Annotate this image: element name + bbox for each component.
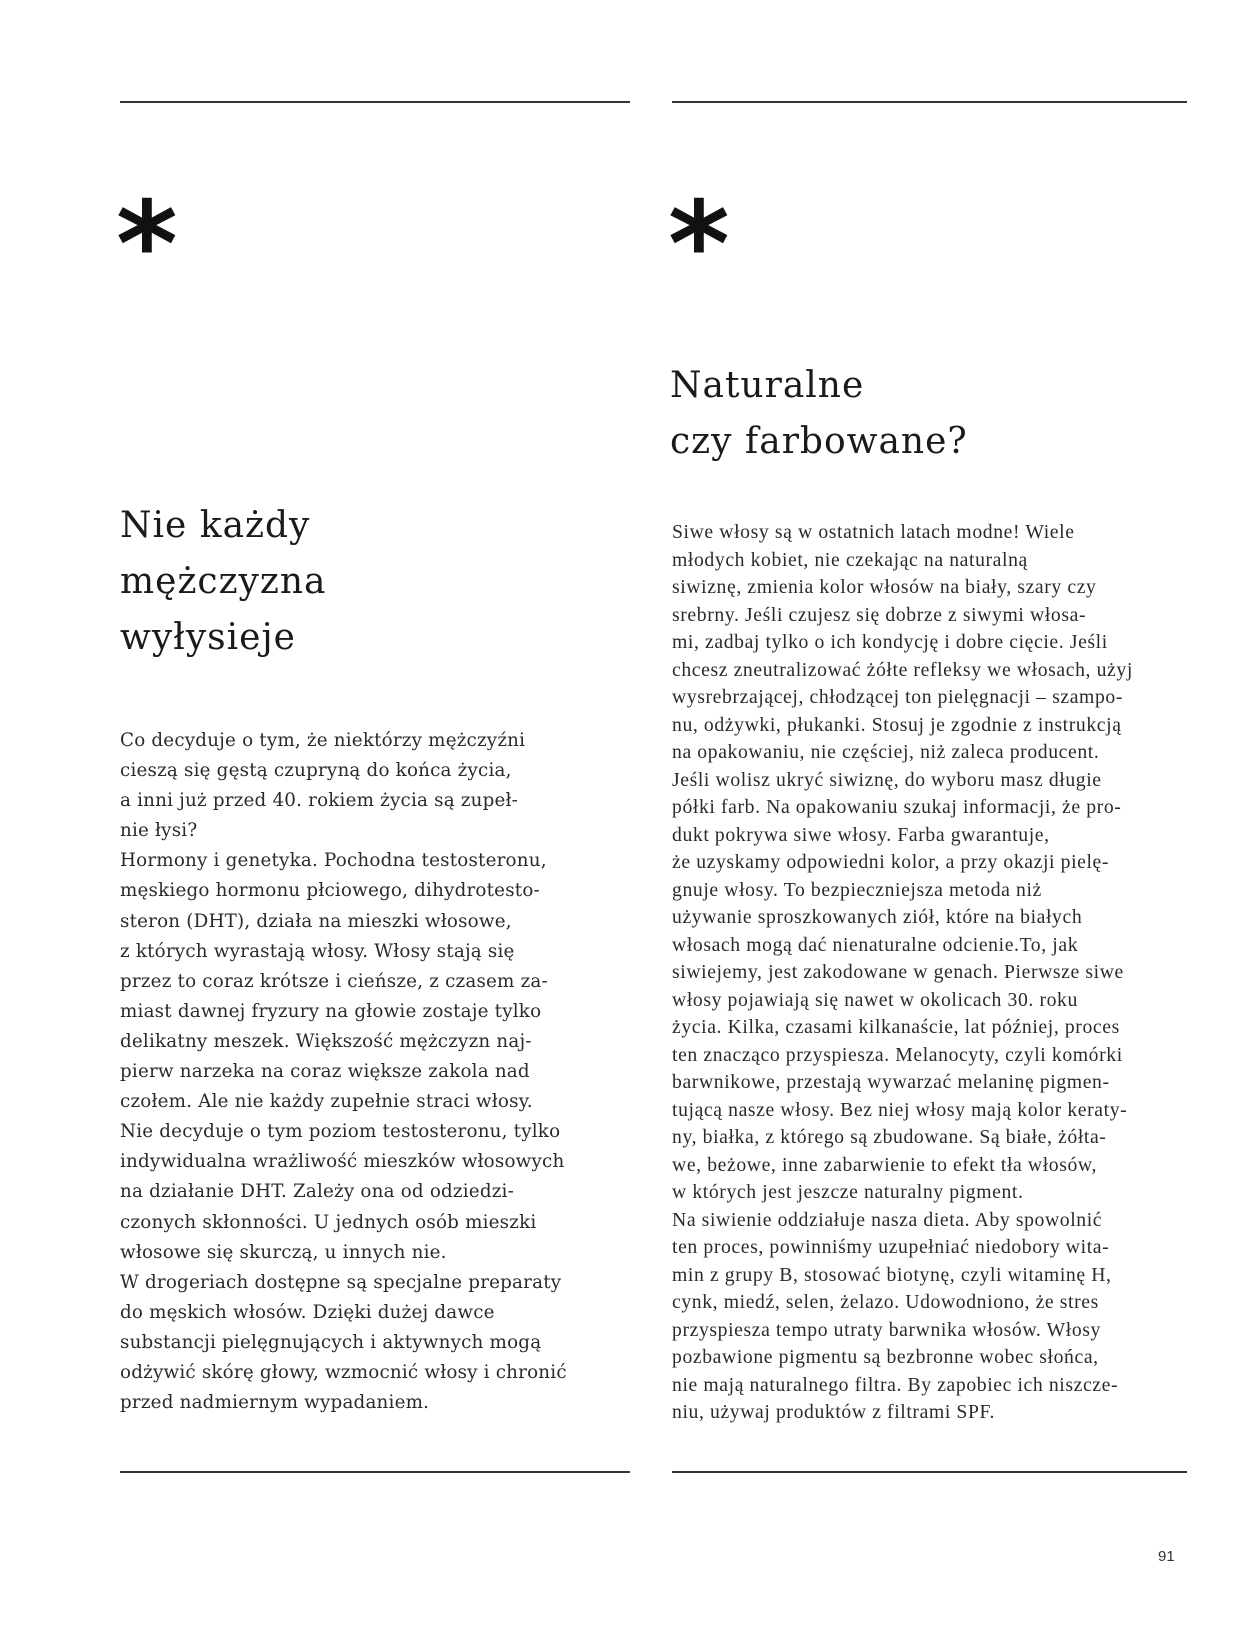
right-body-line: włosach mogą dać nienaturalne odcienie.To, jak bbox=[672, 933, 1079, 956]
right-heading-line: czy farbowane? bbox=[670, 421, 968, 462]
right-body-line: przyspiesza tempo utraty barwnika włosów. Włosy bbox=[672, 1318, 1101, 1341]
left-body-line: przez to coraz krótsze i cieńsze, z czasem za- bbox=[120, 970, 548, 992]
left-body-line: męskiego hormonu płciowego, dihydrotesto- bbox=[120, 880, 540, 902]
left-body-line: Nie decyduje o tym poziom testosteronu, tylko bbox=[120, 1121, 561, 1143]
right-body-line: Na siwienie oddziałuje nasza dieta. Aby spowolnić bbox=[672, 1208, 1103, 1231]
right-body-line: siwiznę, zmienia kolor włosów na biały, szary czy bbox=[672, 576, 1097, 598]
left-body-line: na działanie DHT. Zależy ona od odziedzi- bbox=[120, 1181, 514, 1203]
right-body-line: Siwe włosy są w ostatnich latach modne! Wiele bbox=[672, 521, 1075, 543]
right-body-text bbox=[672, 519, 1187, 1427]
page-number: 91 bbox=[1158, 1548, 1175, 1565]
right-body-line: chcesz zneutralizować żółte refleksy we włosach, użyj bbox=[672, 658, 1133, 681]
left-body-line: czołem. Ale nie każdy zupełnie straci włosy. bbox=[120, 1091, 533, 1113]
left-body-line: czonych skłonności. U jednych osób mieszki bbox=[120, 1211, 537, 1233]
bottom-rule-left bbox=[120, 1471, 630, 1473]
right-body-line: we, beżowe, inne zabarwienie to efekt tła włosów, bbox=[672, 1153, 1097, 1176]
bottom-rule-right bbox=[672, 1471, 1187, 1473]
right-body-line: w których jest jeszcze naturalny pigment. bbox=[672, 1181, 1024, 1203]
right-body-line: wysrebrzającej, chłodzącej ton pielęgnacji – szampo- bbox=[672, 686, 1124, 708]
left-body-line: steron (DHT), działa na mieszki włosowe, bbox=[120, 910, 512, 932]
right-body-line: na opakowaniu, nie częściej, niż zaleca producent. bbox=[672, 741, 1100, 763]
left-body-line: Co decyduje o tym, że niektórzy mężczyźni bbox=[120, 730, 526, 751]
right-body-line: nu, odżywki, płukanki. Stosuj je zgodnie z instrukcją bbox=[672, 713, 1122, 736]
right-body-line: srebrny. Jeśli czujesz się dobrze z siwymi włosa- bbox=[672, 603, 1087, 626]
left-heading-line: wyłysieje bbox=[120, 617, 296, 658]
left-body-line: pierw narzeka na coraz większe zakola nad bbox=[120, 1061, 530, 1083]
right-body-line: że uzyskamy odpowiedni kolor, a przy okazji pielę- bbox=[672, 851, 1110, 873]
right-heading bbox=[670, 358, 968, 470]
right-body-line: pozbawione pigmentu są bezbronne wobec słońca, bbox=[672, 1346, 1099, 1368]
right-body-line: półki farb. Na opakowaniu szukaj informacji, że pro- bbox=[672, 796, 1122, 818]
left-body-text bbox=[120, 726, 630, 1418]
left-body-line: a inni już przed 40. rokiem życia są zupeł- bbox=[120, 790, 519, 812]
right-body-line: życia. Kilka, czasami kilkanaście, lat później, proces bbox=[672, 1016, 1120, 1038]
right-body-line: tującą nasze włosy. Bez niej włosy mają kolor keraty- bbox=[672, 1098, 1128, 1121]
right-body-line: ny, białka, z którego są zbudowane. Są białe, żółta- bbox=[672, 1126, 1107, 1148]
left-body-line: miast dawnej fryzury na głowie zostaje tylko bbox=[120, 1000, 542, 1022]
right-body-line: używanie sproszkowanych ziół, które na białych bbox=[672, 906, 1083, 928]
right-body-line: włosy pojawiają się nawet w okolicach 30. roku bbox=[672, 988, 1078, 1011]
left-body-line: cieszą się gęstą czupryną do końca życia, bbox=[120, 760, 512, 782]
right-body-line: gnuje włosy. To bezpieczniejsza metoda niż bbox=[672, 878, 1042, 901]
left-heading bbox=[120, 498, 327, 666]
right-heading-line: Naturalne bbox=[670, 365, 865, 406]
right-body-line: ten proces, powinniśmy uzupełniać niedobory wita- bbox=[672, 1236, 1110, 1258]
right-body-line: nie mają naturalnego filtra. By zapobiec ich niszcze- bbox=[672, 1373, 1119, 1396]
top-rule-left bbox=[120, 101, 630, 103]
left-body-line: Hormony i genetyka. Pochodna testosteronu, bbox=[120, 850, 547, 872]
left-body-line: włosowe się skurczą, u innych nie. bbox=[120, 1241, 447, 1263]
right-body-line: siwiejemy, jest zakodowane w genach. Pierwsze siwe bbox=[672, 961, 1124, 983]
right-body-line: min z grupy B, stosować biotynę, czyli witaminę H, bbox=[672, 1263, 1112, 1286]
asterisk-icon-left: * bbox=[116, 175, 178, 313]
left-body-line: przed nadmiernym wypadaniem. bbox=[120, 1392, 430, 1414]
right-body-line: cynk, miedź, selen, żelazo. Udowodniono, że stres bbox=[672, 1291, 1099, 1313]
top-rule-right bbox=[672, 101, 1187, 103]
left-body-line: do męskich włosów. Dzięki dużej dawce bbox=[120, 1301, 495, 1323]
left-body-line: delikatny meszek. Większość mężczyzn naj- bbox=[120, 1030, 532, 1052]
left-body-line: odżywić skórę głowy, wzmocnić włosy i chronić bbox=[120, 1361, 567, 1383]
right-body-line: niu, używaj produktów z filtrami SPF. bbox=[672, 1401, 996, 1423]
left-body-line: substancji pielęgnujących i aktywnych mogą bbox=[120, 1331, 542, 1353]
right-body-line: mi, zadbaj tylko o ich kondycję i dobre cięcie. Jeśli bbox=[672, 631, 1108, 653]
left-body-line: indywidualna wrażliwość mieszków włosowych bbox=[120, 1151, 565, 1173]
left-heading-line: Nie każdy bbox=[120, 505, 311, 546]
left-heading-line: mężczyzna bbox=[120, 561, 327, 602]
asterisk-icon-right: * bbox=[668, 175, 730, 313]
right-body-line: ten znacząco przyspiesza. Melanocyty, czyli komórki bbox=[672, 1043, 1123, 1066]
right-body-line: młodych kobiet, nie czekając na naturalną bbox=[672, 548, 1028, 571]
right-body-line: Jeśli wolisz ukryć siwiznę, do wyboru masz długie bbox=[672, 768, 1102, 791]
right-body-line: barwnikowe, przestają wywarzać melaninę pigmen- bbox=[672, 1071, 1110, 1093]
left-body-line: nie łysi? bbox=[120, 820, 198, 842]
left-body-line: W drogeriach dostępne są specjalne preparaty bbox=[120, 1271, 562, 1293]
left-body-line: z których wyrastają włosy. Włosy stają się bbox=[120, 940, 515, 962]
right-body-line: dukt pokrywa siwe włosy. Farba gwarantuje, bbox=[672, 823, 1050, 846]
